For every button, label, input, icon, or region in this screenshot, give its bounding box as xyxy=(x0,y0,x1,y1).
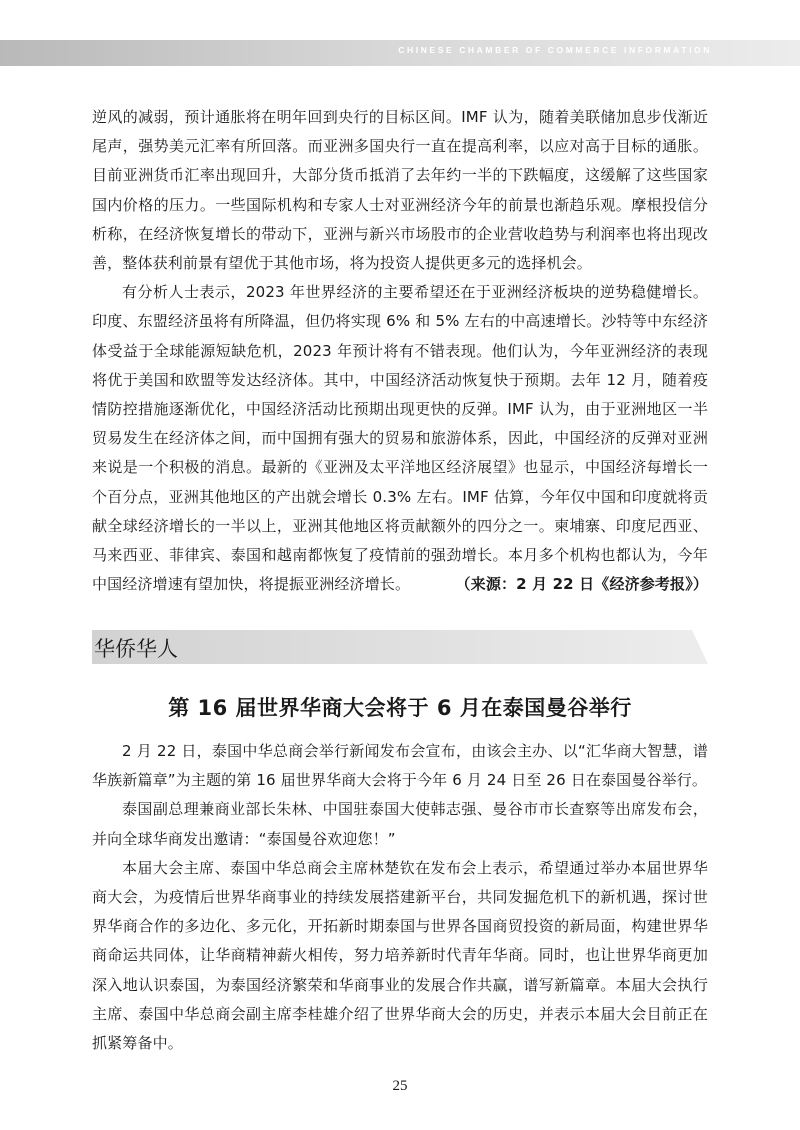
body-paragraph: 2 月 22 日，泰国中华总商会举行新闻发布会宣布，由该会主办、以“汇华商大智慧，谱华族新篇章”为主题的第 16 届世界华商大会将于今年 6 月 24 日至 26 日在泰国曼谷举行。 xyxy=(92,742,708,790)
section-header xyxy=(92,630,708,664)
section-title: 华侨华人 xyxy=(94,637,178,661)
body-paragraph xyxy=(92,278,708,599)
running-header: CHINESE CHAMBER OF COMMERCE INFORMATION xyxy=(398,45,712,55)
article-title: 第 16 届世界华商大会将于 6 月在泰国曼谷举行 xyxy=(168,696,632,720)
body-paragraph: 本届大会主席、泰国中华总商会主席林楚钦在发布会上表示，希望通过举办本届世界华商大会，为疫情后世界华商事业的持续发展搭建新平台，共同发掘危机下的新机遇，探讨世界华商合作的多边化、多元化，开拓新时期泰国与世界各国商贸投资的新局面，构建世界华商命运共同体，让华商精神薪火相传，努力培养新时代青年华商。同时，也让世界华商更加深入地认识泰国，为泰国经济繁荣和华商事业的发展合作共赢，谱写新篇章。本届大会执行主席、泰国中华总商会副主席李桂雄介绍了世界华商大会的历史，并表示本届大会目前正在抓紧筹备中。 xyxy=(92,858,708,1053)
source-citation: （来源：2 月 22 日《经济参考报》） xyxy=(455,575,708,594)
article-body xyxy=(92,737,708,1058)
body-paragraph: 泰国副总理兼商业部长朱林、中国驻泰国大使韩志强、曼谷市市长查察等出席发布会，并向全球华商发出邀请：“泰国曼谷欢迎您！” xyxy=(92,800,708,848)
paragraph-text: 有分析人士表示，2023 年世界经济的主要希望还在于亚洲经济板块的逆势稳健增长。印度、东盟经济虽将有所降温，但仍将实现 6% 和 5% 左右的中高速增长。沙特等中东经济体受益于全球能源短缺危机，2023 年预计将有不错表现。他们认为，今年亚洲经济的表现将优于美国和欧盟等发达经济体。其中，中国经济活动恢复快于预期。去年 12 月，随着疫情防控措施逐渐优化，中国经济活动比预期出现更快的反弹。IMF 认为，由于亚洲地区一半贸易发生在经济体之间，而中国拥有强大的贸易和旅游体系，因此，中国经济的反弹对亚洲来说是一个积极的消息。最新的《亚洲及太平洋地区经济展望》也显示，中国经济每增长一个百分点，亚洲其他地区的产出就会增长 0.3% 左右。IMF 估算，今年仅中国和印度就将贡献全球经济增长的一半以上，亚洲其他地区将贡献额外的四分之一。柬埔寨、印度尼西亚、马来西亚、菲律宾、泰国和越南都恢复了疫情前的强劲增长。本月多个机构也都认为，今年中国经济增速有望加快，将提振亚洲经济增长。 xyxy=(92,283,708,594)
body-paragraph: 逆风的减弱，预计通胀将在明年回到央行的目标区间。IMF 认为，随着美联储加息步伐渐近尾声，强势美元汇率有所回落。而亚洲多国央行一直在提高利率，以应对高于目标的通胀。目前亚洲货币汇率出现回升，大部分货币抵消了去年约一半的下跌幅度，这缓解了这些国家国内价格的压力。一些国际机构和专家人士对亚洲经济今年的前景也渐趋乐观。摩根投信分析称，在经济恢复增长的带动下，亚洲与新兴市场股市的企业营收趋势与利润率也将出现改善，整体获利前景有望优于其他市场，将为投资人提供更多元的选择机会。 xyxy=(92,108,708,273)
article-continued xyxy=(92,103,708,599)
page-number: 25 xyxy=(392,1078,408,1094)
